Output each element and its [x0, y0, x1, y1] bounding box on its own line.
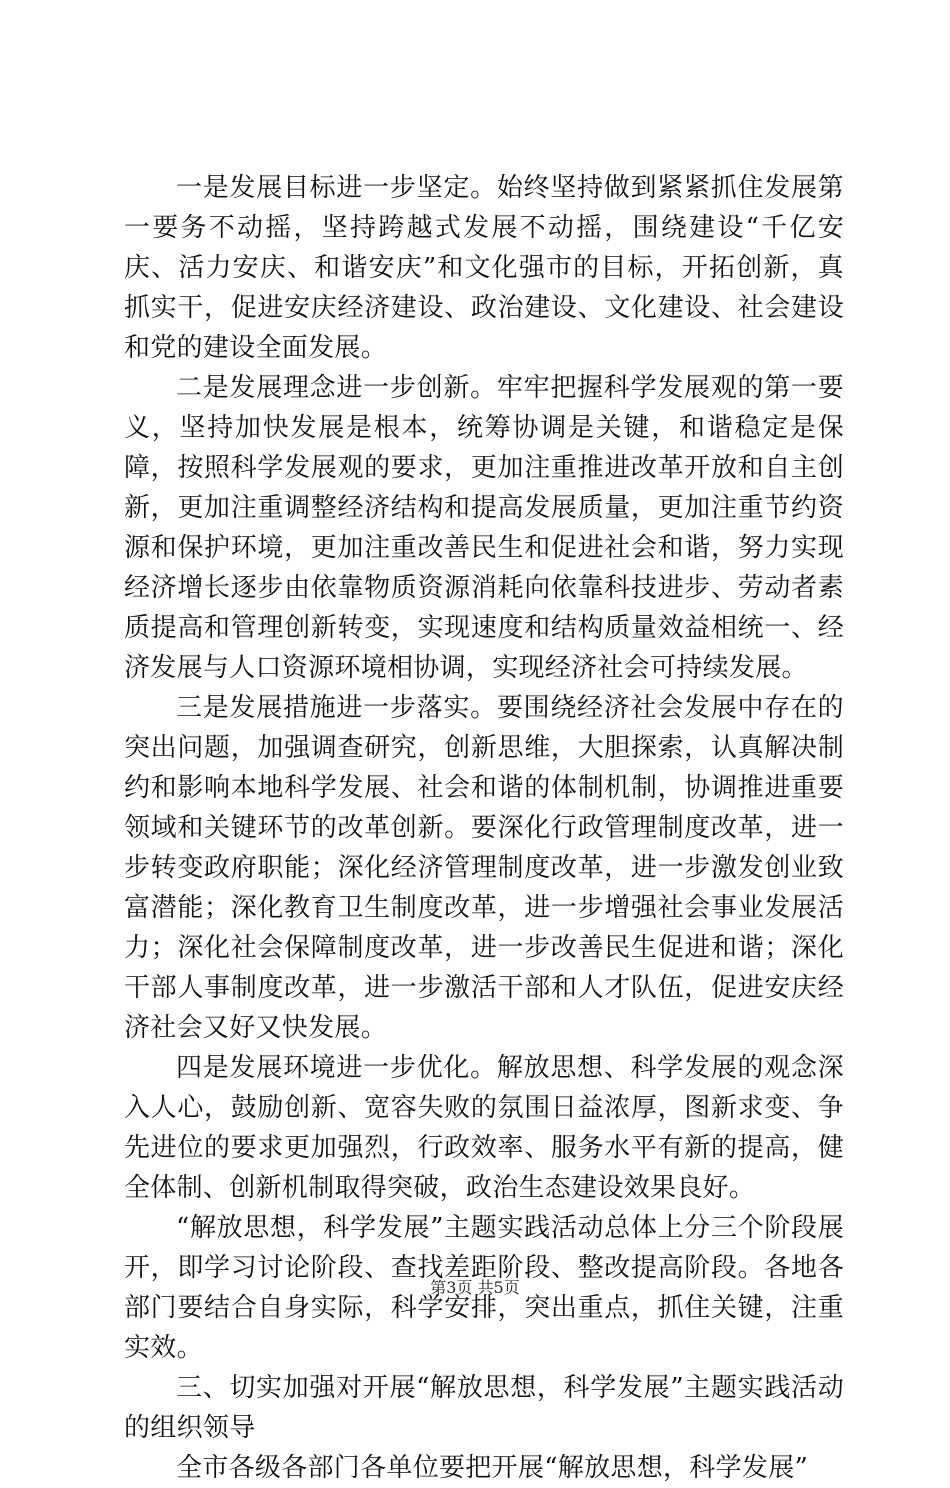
- paragraph-development-measures: 三是发展措施进一步落实。要围绕经济社会发展中存在的突出问题，加强调查研究，创新思维，大胆探索，认真解决制约和影响本地科学发展、社会和谐的体制机制，协调推进重要领域和关键环节的改革创新。要深化行政管理制度改革，进一步转变政府职能；深化经济管理制度改革，进一步激发创业致富潜能；深化教育卫生制度改革，进一步增强社会事业发展活力；深化社会保障制度改革，进一步改善民生促进和谐；深化干部人事制度改革，进一步激活干部和人才队伍，促进安庆经济社会又好又快发展。: [124, 693, 844, 1043]
- paragraph-development-environment: 四是发展环境进一步优化。解放思想、科学发展的观念深入人心，鼓励创新、宽容失败的氛围日益浓厚，图新求变、争先进位的要求更加强烈，行政效率、服务水平有新的提高，健全体制、创新机制取得突破，政治生态建设效果良好。: [124, 1053, 844, 1203]
- paragraph-development-concept: 二是发展理念进一步创新。牢牢把握科学发展观的第一要义，坚持加快发展是根本，统筹协调是关键，和谐稳定是保障，按照科学发展观的要求，更加注重推进改革开放和自主创新，更加注重调整经济结构和提高发展质量，更加注重节约资源和保护环境，更加注重改善民生和促进社会和谐，努力实现经济增长逐步由依靠物质资源消耗向依靠科技进步、劳动者素质提高和管理创新转变，实现速度和结构质量效益相统一、经济发展与人口资源环境相协调，实现经济社会可持续发展。: [124, 373, 844, 683]
- paragraph-development-goal: 一是发展目标进一步坚定。始终坚持做到紧紧抓住发展第一要务不动摇，坚持跨越式发展不动摇，围绕建设“千亿安庆、活力安庆、和谐安庆”和文化强市的目标，开拓创新，真抓实干，促进安庆经济建设、政治建设、文化建设、社会建设和党的建设全面发展。: [124, 173, 844, 363]
- paragraph-activity-stages: “解放思想，科学发展”主题实践活动总体上分三个阶段展开，即学习讨论阶段、查找差距阶段、整改提高阶段。各地各部门要结合自身实际，科学安排，突出重点，抓住关键，注重实效。: [124, 1213, 844, 1363]
- paragraph-leadership-intro: 全市各级各部门各单位要把开展“解放思想，科学发展”: [176, 1453, 809, 1483]
- section-heading-leadership: 三、切实加强对开展“解放思想，科学发展”主题实践活动的组织领导: [124, 1373, 844, 1443]
- page-footer: 第3页 共5页: [430, 1278, 520, 1297]
